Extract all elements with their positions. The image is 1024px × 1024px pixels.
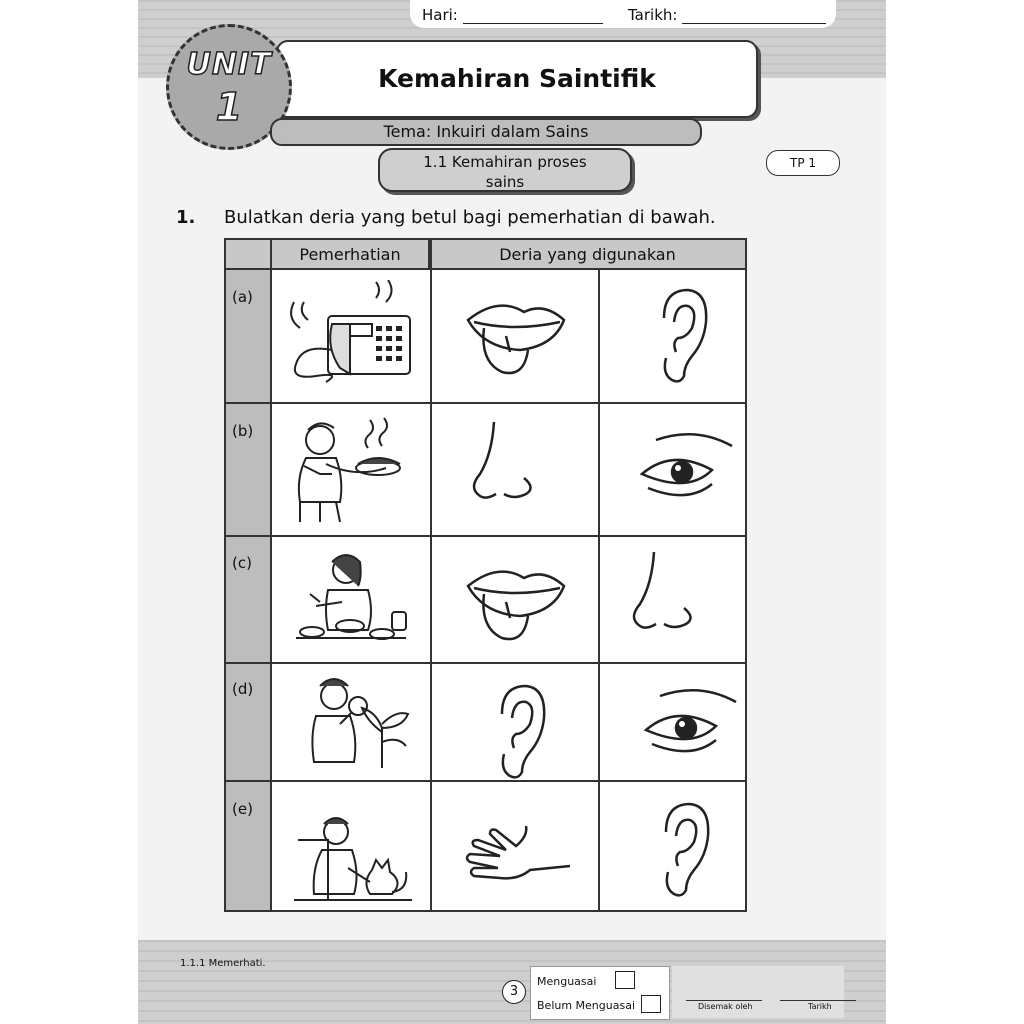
subtopic-line-1: 1.1 Kemahiran proses bbox=[423, 153, 587, 171]
hari-field[interactable] bbox=[463, 9, 603, 24]
header-observation: Pemerhatian bbox=[272, 240, 430, 270]
hand-icon-e[interactable] bbox=[464, 826, 574, 896]
row-label-d: (d) bbox=[232, 680, 254, 698]
unit-word: UNIT bbox=[186, 47, 272, 82]
hari-label: Hari: bbox=[422, 6, 458, 24]
row-label-b: (b) bbox=[232, 422, 254, 440]
sign-box bbox=[672, 966, 844, 1018]
row-label-e: (e) bbox=[232, 800, 253, 818]
page-number: 3 bbox=[502, 980, 526, 1004]
girl-eating-icon bbox=[286, 546, 416, 658]
checked-by-line[interactable] bbox=[686, 1000, 762, 1001]
nose-icon-b[interactable] bbox=[470, 420, 550, 510]
question-number: 1. bbox=[176, 207, 196, 228]
title-box bbox=[276, 40, 758, 118]
page-title: Kemahiran Saintifik bbox=[378, 64, 656, 93]
question-text: Bulatkan deria yang betul bagi pemerhatian di bawah. bbox=[224, 207, 716, 228]
tongue-mouth-icon-a[interactable] bbox=[460, 292, 570, 382]
tp-badge: TP 1 bbox=[766, 150, 840, 176]
ear-icon-e[interactable] bbox=[652, 802, 712, 898]
nose-icon-c[interactable] bbox=[630, 550, 710, 650]
not-mastered-label: Belum Menguasai bbox=[537, 999, 636, 1012]
header-blank bbox=[226, 240, 272, 270]
ear-icon-d[interactable] bbox=[488, 684, 548, 780]
tongue-mouth-icon-c[interactable] bbox=[460, 558, 570, 648]
eye-icon-b[interactable] bbox=[626, 430, 736, 510]
unit-number: 1 bbox=[215, 85, 243, 129]
tema-band: Tema: Inkuiri dalam Sains bbox=[270, 118, 702, 146]
mastered-checkbox[interactable] bbox=[615, 971, 635, 989]
date-sign-label: Tarikh bbox=[808, 1002, 832, 1011]
eye-icon-d[interactable] bbox=[630, 686, 740, 766]
date-strip bbox=[410, 0, 836, 28]
row-label-c: (c) bbox=[232, 554, 252, 572]
checked-by-label: Disemak oleh bbox=[698, 1002, 753, 1011]
date-sign-line[interactable] bbox=[780, 1000, 856, 1001]
observation-table bbox=[224, 238, 747, 912]
footer-skill-label: 1.1.1 Memerhati. bbox=[180, 958, 266, 969]
mastery-box bbox=[530, 966, 670, 1020]
subtopic-label bbox=[378, 148, 632, 192]
telephone-icon bbox=[280, 280, 420, 392]
mastered-label: Menguasai bbox=[537, 975, 597, 988]
tarikh-label: Tarikh: bbox=[628, 6, 678, 24]
ear-icon-a[interactable] bbox=[650, 288, 710, 384]
girl-magnifying-plant-icon bbox=[286, 672, 416, 772]
subtopic-line-2: sains bbox=[485, 173, 525, 191]
row-label-a: (a) bbox=[232, 288, 253, 306]
header-sense: Deria yang digunakan bbox=[430, 240, 745, 270]
not-mastered-checkbox[interactable] bbox=[641, 995, 661, 1013]
boy-petting-cat-icon bbox=[288, 810, 418, 906]
tarikh-field[interactable] bbox=[682, 9, 826, 24]
boy-smelling-cake-icon bbox=[286, 412, 416, 524]
